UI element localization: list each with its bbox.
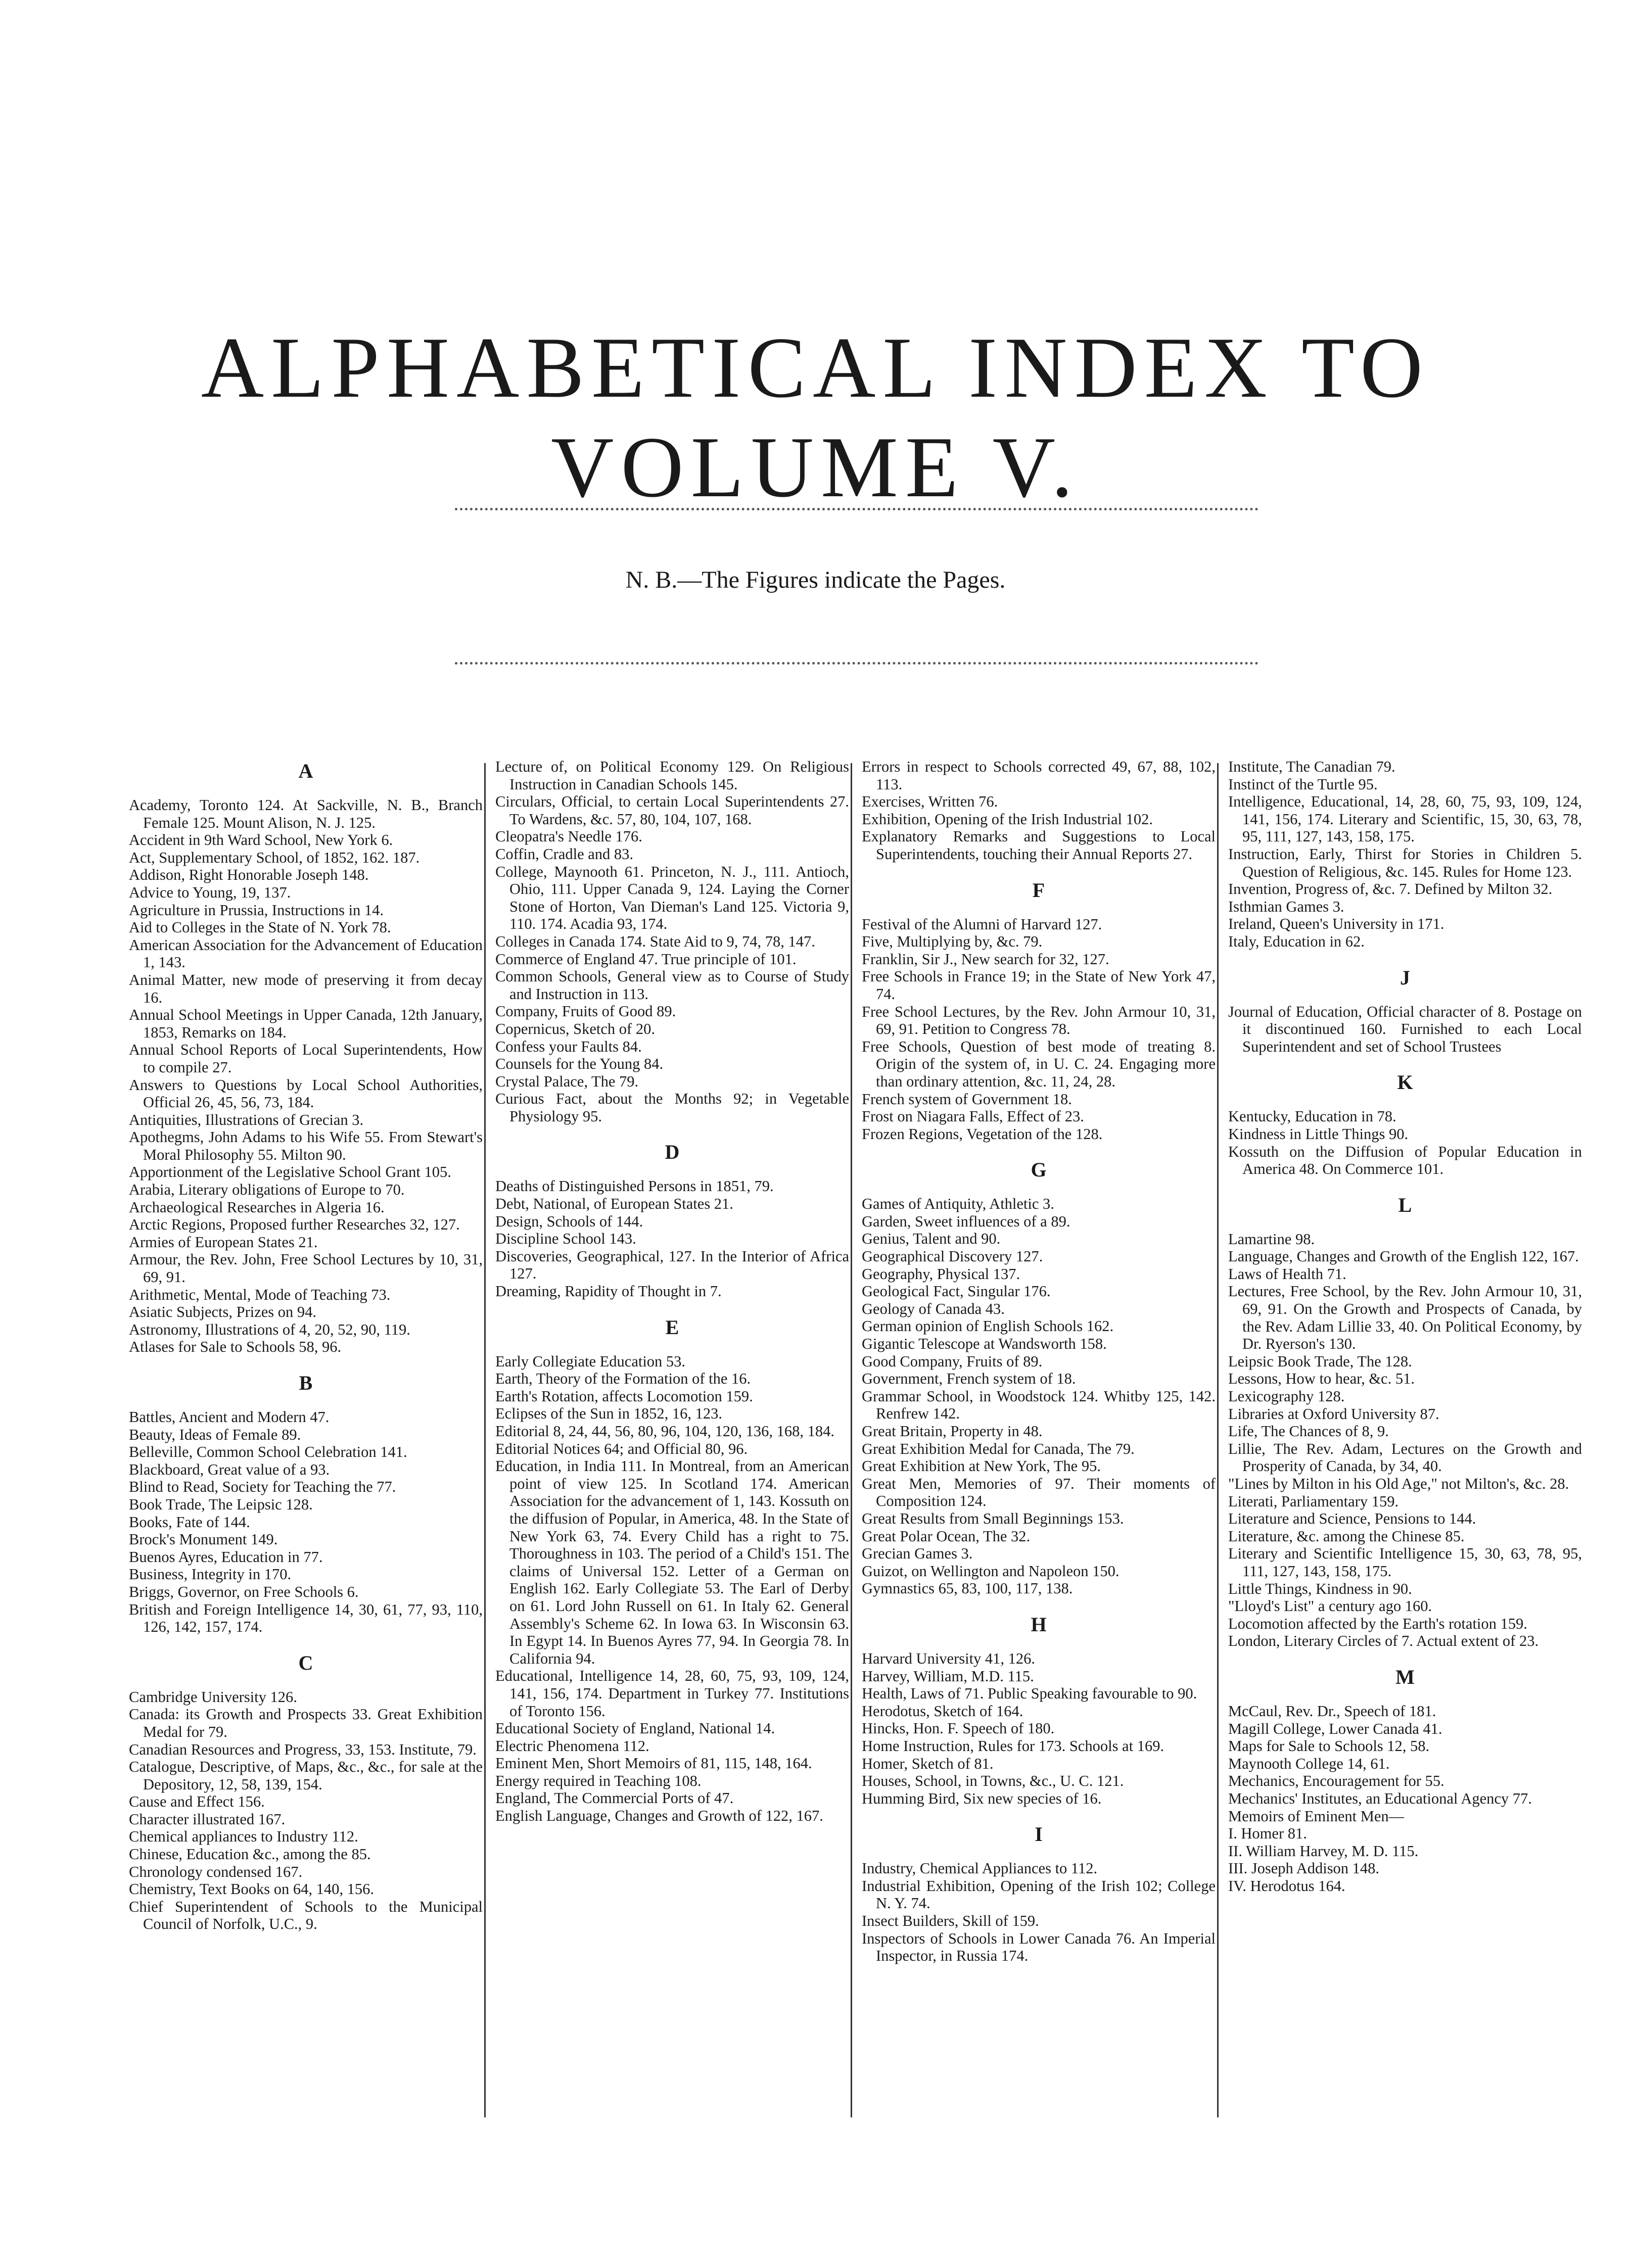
index-entry: Chief Superintendent of Schools to the Municipal Council of Norfolk, U.C., 9.: [129, 1898, 483, 1933]
index-section: [495, 1317, 849, 1825]
index-entry: Geography, Physical 137.: [862, 1265, 1020, 1283]
section-letter-heading: M: [1395, 1665, 1415, 1688]
section-letter-heading: L: [1398, 1193, 1412, 1216]
index-entry: Educational, Intelligence 14, 28, 60, 75, 93, 109, 124, 141, 156, 174. Department in Turkey 77. Institutions of Toronto 156.: [495, 1667, 849, 1720]
index-entry: Books, Fate of 144.: [129, 1513, 250, 1531]
index-entry: Instinct of the Turtle 95.: [1228, 775, 1378, 793]
index-entry: German opinion of English Schools 162.: [862, 1317, 1114, 1335]
index-entry: Literati, Parliamentary 159.: [1228, 1492, 1399, 1510]
index-entry: Colleges in Canada 174. State Aid to 9, 74, 78, 147.: [495, 932, 815, 950]
index-entry: Debt, National, of European States 21.: [495, 1195, 733, 1213]
index-entry: Houses, School, in Towns, &c., U. C. 121.: [862, 1772, 1124, 1790]
index-entry: Agriculture in Prussia, Instructions in 14.: [129, 901, 384, 919]
index-entry: Archaeological Researches in Algeria 16.: [129, 1198, 385, 1216]
index-entry: Copernicus, Sketch of 20.: [495, 1020, 655, 1037]
index-entry: England, The Commercial Ports of 47.: [495, 1789, 734, 1807]
index-entry: Health, Laws of 71. Public Speaking favourable to 90.: [862, 1685, 1197, 1703]
index-entry: Government, French system of 18.: [862, 1370, 1076, 1388]
index-section: [862, 758, 1216, 863]
index-entry: Garden, Sweet influences of a 89.: [862, 1212, 1070, 1230]
index-entry: Early Collegiate Education 53.: [495, 1352, 686, 1370]
index-entry: Chemistry, Text Books on 64, 140, 156.: [129, 1880, 375, 1898]
index-entry: Buenos Ayres, Education in 77.: [129, 1548, 323, 1566]
index-entry: Free Schools, Question of best mode of treating 8. Origin of the system of, in U. C. 24. Engaging more than ordinary attention, &c. 11, 24, 28.: [862, 1037, 1216, 1090]
index-entry: Arctic Regions, Proposed further Researches 32, 127.: [129, 1216, 460, 1234]
index-entry: Literature and Science, Pensions to 144.: [1228, 1510, 1476, 1528]
index-entry: Educational Society of England, National 14.: [495, 1720, 775, 1737]
decorative-rule-top: [455, 508, 1259, 510]
index-section: [129, 1373, 483, 1636]
index-entry: Great Polar Ocean, The 32.: [862, 1527, 1031, 1545]
index-entry: Libraries at Oxford University 87.: [1228, 1405, 1439, 1423]
index-entry: Brock's Monument 149.: [129, 1531, 278, 1548]
index-entry: Asiatic Subjects, Prizes on 94.: [129, 1303, 317, 1321]
index-entry: Invention, Progress of, &c. 7. Defined by Milton 32.: [1228, 880, 1553, 898]
column-divider: [851, 763, 852, 2117]
index-entry: Good Company, Fruits of 89.: [862, 1352, 1043, 1370]
index-entry: Locomotion affected by the Earth's rotation 159.: [1228, 1615, 1527, 1632]
index-entry: Lamartine 98.: [1228, 1230, 1315, 1248]
index-entry: Exhibition, Opening of the Irish Industrial 102.: [862, 810, 1153, 828]
index-entry: Hincks, Hon. F. Speech of 180.: [862, 1720, 1055, 1737]
index-entry: Crystal Palace, The 79.: [495, 1072, 639, 1090]
section-letter-heading: G: [1031, 1158, 1047, 1182]
index-entry: Annual School Meetings in Upper Canada, 12th January, 1853, Remarks on 184.: [129, 1006, 483, 1041]
index-section: [1228, 1195, 1582, 1650]
index-entry: Eminent Men, Short Memoirs of 81, 115, 148, 164.: [495, 1755, 812, 1772]
index-section: [1228, 1667, 1582, 1895]
index-entry: Blackboard, Great value of a 93.: [129, 1460, 330, 1478]
index-entry: Discoveries, Geographical, 127. In the Interior of Africa 127.: [495, 1247, 849, 1283]
index-entry: Institute, The Canadian 79.: [1228, 758, 1395, 775]
index-entry: London, Literary Circles of 7. Actual extent of 23.: [1228, 1632, 1539, 1650]
index-entry: Character illustrated 167.: [129, 1810, 286, 1828]
index-entry: Cleopatra's Needle 176.: [495, 828, 642, 845]
index-entry: Geographical Discovery 127.: [862, 1248, 1043, 1265]
index-entry: Apportionment of the Legislative School Grant 105.: [129, 1163, 451, 1181]
index-entry: Frozen Regions, Vegetation of the 128.: [862, 1125, 1103, 1143]
index-column-2: [495, 758, 849, 1825]
index-entry: Book Trade, The Leipsic 128.: [129, 1495, 313, 1513]
index-entry: IV. Herodotus 164.: [1228, 1877, 1345, 1895]
index-entry: Lecture of, on Political Economy 129. On Religious Instruction in Canadian Schools 145.: [495, 758, 849, 793]
index-entry: College, Maynooth 61. Princeton, N. J., 111. Antioch, Ohio, 111. Upper Canada 9, 124. Laying the Corner Stone of Horton, Van Dieman's Land 125. Victoria 9, 110. 174. Acadia 93, 174.: [495, 863, 849, 933]
index-entry: Eclipses of the Sun in 1852, 16, 123.: [495, 1405, 722, 1423]
index-entry: Inspectors of Schools in Lower Canada 76. An Imperial Inspector, in Russia 174.: [862, 1929, 1216, 1965]
index-entry: French system of Government 18.: [862, 1090, 1072, 1108]
index-entry: Business, Integrity in 170.: [129, 1566, 292, 1583]
index-entry: Answers to Questions by Local School Authorities, Official 26, 45, 56, 73, 184.: [129, 1076, 483, 1111]
index-entry: Canada: its Growth and Prospects 33. Great Exhibition Medal for 79.: [129, 1706, 483, 1740]
index-entry: Academy, Toronto 124. At Sackville, N. B., Branch Female 125. Mount Alison, N. J. 125.: [129, 796, 483, 831]
index-entry: Great Men, Memories of 97. Their moments of Composition 124.: [862, 1475, 1216, 1510]
index-entry: Geological Fact, Singular 176.: [862, 1283, 1051, 1300]
index-entry: Homer, Sketch of 81.: [862, 1755, 994, 1772]
index-entry: Little Things, Kindness in 90.: [1228, 1580, 1412, 1597]
index-entry: Great Britain, Property in 48.: [862, 1423, 1043, 1440]
index-section: [495, 1142, 849, 1300]
index-entry: Atlases for Sale to Schools 58, 96.: [129, 1338, 342, 1356]
index-note: N. B.—The Figures indicate the Pages.: [625, 566, 1006, 593]
column-divider: [1217, 763, 1219, 2117]
index-entry: Advice to Young, 19, 137.: [129, 883, 291, 901]
index-entry: Discipline School 143.: [495, 1230, 636, 1248]
index-entry: Errors in respect to Schools corrected 49, 67, 88, 102, 113.: [862, 758, 1216, 793]
index-entry: Arabia, Literary obligations of Europe to 70.: [129, 1181, 405, 1199]
index-entry: Insect Builders, Skill of 159.: [862, 1912, 1039, 1930]
index-entry: Arithmetic, Mental, Mode of Teaching 73.: [129, 1286, 391, 1303]
index-entry: Great Results from Small Beginnings 153.: [862, 1509, 1124, 1527]
index-entry: Cambridge University 126.: [129, 1688, 297, 1706]
index-column-4: [1228, 758, 1582, 1895]
index-entry: Journal of Education, Official character of 8. Postage on it discontinued 160. Furnished to each Local Superintendent and set of School Trustees: [1228, 1003, 1582, 1055]
index-entry: British and Foreign Intelligence 14, 30, 61, 77, 93, 110, 126, 142, 157, 174.: [129, 1600, 483, 1636]
index-entry: Lectures, Free School, by the Rev. John Armour 10, 31, 69, 91. On the Growth and Prospects of Canada, by the Rev. Adam Lillie 33, 40. On Political Economy, by Dr. Ryerson's 130.: [1228, 1283, 1582, 1353]
index-entry: Earth, Theory of the Formation of the 16.: [495, 1370, 751, 1388]
index-entry: Grecian Games 3.: [862, 1545, 973, 1563]
index-column-1: [129, 758, 483, 1933]
index-section: [1228, 1072, 1582, 1177]
index-entry: Italy, Education in 62.: [1228, 932, 1365, 950]
index-entry: Genius, Talent and 90.: [862, 1230, 1001, 1248]
index-entry: Energy required in Teaching 108.: [495, 1772, 702, 1789]
index-entry: Industry, Chemical Appliances to 112.: [862, 1860, 1098, 1877]
index-entry: Blind to Read, Society for Teaching the 77.: [129, 1478, 396, 1496]
index-section: [495, 758, 849, 1125]
index-section: [862, 1160, 1216, 1597]
index-entry: Editorial Notices 64; and Official 80, 96.: [495, 1440, 748, 1457]
index-entry: Grammar School, in Woodstock 124. Whitby 125, 142. Renfrew 142.: [862, 1387, 1216, 1423]
index-entry: Great Exhibition at New York, The 95.: [862, 1457, 1101, 1475]
index-entry: Company, Fruits of Good 89.: [495, 1003, 676, 1020]
index-entry: III. Joseph Addison 148.: [1228, 1860, 1380, 1877]
index-entry: Beauty, Ideas of Female 89.: [129, 1426, 301, 1443]
index-entry: Geology of Canada 43.: [862, 1300, 1005, 1317]
page-title: ALPHABETICAL INDEX TO VOLUME V.: [201, 320, 1430, 515]
index-entry: Games of Antiquity, Athletic 3.: [862, 1195, 1054, 1213]
index-entry: Dreaming, Rapidity of Thought in 7.: [495, 1283, 722, 1300]
index-entry: Coffin, Cradle and 83.: [495, 845, 634, 863]
index-entry: Cause and Effect 156.: [129, 1793, 265, 1811]
index-entry: Aid to Colleges in the State of N. York 78.: [129, 919, 391, 936]
index-entry: Electric Phenomena 112.: [495, 1737, 649, 1755]
index-entry: Life, The Chances of 8, 9.: [1228, 1423, 1389, 1440]
section-letter-heading: F: [1032, 878, 1045, 902]
section-letter-heading: B: [299, 1372, 313, 1394]
index-entry: Armour, the Rev. John, Free School Lectures by 10, 31, 69, 91.: [129, 1251, 483, 1286]
index-entry: Ireland, Queen's University in 171.: [1228, 915, 1444, 933]
index-entry: Gymnastics 65, 83, 100, 117, 138.: [862, 1580, 1073, 1597]
index-section: [129, 1653, 483, 1933]
index-entry: Five, Multiplying by, &c. 79.: [862, 933, 1043, 951]
index-entry: Common Schools, General view as to Course of Study and Instruction in 113.: [495, 968, 849, 1003]
index-entry: Intelligence, Educational, 14, 28, 60, 75, 93, 109, 124, 141, 156, 174. Literary and Scientific, 15, 30, 63, 78, 95, 111, 127, 143, 158, 175.: [1228, 793, 1582, 845]
decorative-rule-bottom: [455, 662, 1259, 665]
index-entry: Apothegms, John Adams to his Wife 55. From Stewart's Moral Philosophy 55. Milton 90.: [129, 1128, 483, 1163]
index-entry: II. William Harvey, M. D. 115.: [1228, 1842, 1419, 1860]
index-entry: Belleville, Common School Celebration 141.: [129, 1443, 407, 1461]
index-entry: Maynooth College 14, 61.: [1228, 1755, 1390, 1772]
index-entry: Harvey, William, M.D. 115.: [862, 1667, 1034, 1685]
index-column-3: [862, 758, 1216, 1965]
index-entry: Annual School Reports of Local Superintendents, How to compile 27.: [129, 1041, 483, 1076]
section-letter-heading: C: [298, 1651, 313, 1674]
section-letter-heading: A: [298, 760, 313, 782]
index-entry: Free School Lectures, by the Rev. John Armour 10, 31, 69, 91. Petition to Congress 78.: [862, 1003, 1216, 1038]
index-entry: American Association for the Advancement of Education 1, 143.: [129, 936, 483, 971]
index-entry: Briggs, Governor, on Free Schools 6.: [129, 1583, 359, 1600]
index-entry: Chinese, Education &c., among the 85.: [129, 1846, 371, 1863]
section-letter-heading: J: [1400, 966, 1410, 989]
index-entry: Maps for Sale to Schools 12, 58.: [1228, 1737, 1430, 1755]
index-entry: Counsels for the Young 84.: [495, 1055, 664, 1073]
section-letter-heading: H: [1031, 1613, 1047, 1636]
index-entry: Laws of Health 71.: [1228, 1265, 1346, 1283]
index-entry: Confess your Faults 84.: [495, 1037, 642, 1055]
index-entry: McCaul, Rev. Dr., Speech of 181.: [1228, 1702, 1436, 1720]
index-section: [1228, 758, 1582, 951]
index-entry: Home Instruction, Rules for 173. Schools at 169.: [862, 1737, 1164, 1755]
index-entry: Deaths of Distinguished Persons in 1851, 79.: [495, 1177, 774, 1195]
index-entry: Instruction, Early, Thirst for Stories in Children 5. Question of Religious, &c. 145. Rules for Home 123.: [1228, 845, 1582, 880]
index-entry: English Language, Changes and Growth of 122, 167.: [495, 1807, 823, 1825]
column-divider: [484, 763, 486, 2117]
index-section: [862, 1615, 1216, 1807]
index-entry: Harvard University 41, 126.: [862, 1649, 1036, 1667]
index-entry: Astronomy, Illustrations of 4, 20, 52, 90, 119.: [129, 1320, 410, 1338]
index-section: [862, 1824, 1216, 1965]
index-entry: Kentucky, Education in 78.: [1228, 1108, 1396, 1125]
index-entry: Antiquities, Illustrations of Grecian 3.: [129, 1111, 364, 1128]
index-entry: Gigantic Telescope at Wandsworth 158.: [862, 1335, 1107, 1353]
index-entry: Exercises, Written 76.: [862, 793, 998, 811]
index-entry: Lexicography 128.: [1228, 1388, 1345, 1405]
index-entry: Act, Supplementary School, of 1852, 162. 187.: [129, 848, 420, 866]
index-entry: Isthmian Games 3.: [1228, 897, 1344, 915]
index-entry: Accident in 9th Ward School, New York 6.: [129, 831, 393, 849]
index-entry: Design, Schools of 144.: [495, 1212, 643, 1230]
section-letter-heading: D: [665, 1141, 680, 1164]
index-entry: Magill College, Lower Canada 41.: [1228, 1720, 1442, 1737]
index-entry: Great Exhibition Medal for Canada, The 79.: [862, 1440, 1135, 1457]
index-entry: Lessons, How to hear, &c. 51.: [1228, 1370, 1415, 1388]
section-letter-heading: K: [1397, 1071, 1413, 1094]
index-entry: Guizot, on Wellington and Napoleon 150.: [862, 1562, 1120, 1580]
index-entry: Kossuth on the Diffusion of Popular Education in America 48. On Commerce 101.: [1228, 1143, 1582, 1178]
index-entry: Armies of European States 21.: [129, 1233, 318, 1251]
index-entry: Literary and Scientific Intelligence 15, 30, 63, 78, 95, 111, 127, 143, 158, 175.: [1228, 1545, 1582, 1580]
index-entry: "Lines by Milton in his Old Age," not Milton's, &c. 28.: [1228, 1475, 1569, 1492]
index-entry: Free Schools in France 19; in the State of New York 47, 74.: [862, 968, 1216, 1003]
index-entry: Editorial 8, 24, 44, 56, 80, 96, 104, 120, 136, 168, 184.: [495, 1423, 834, 1440]
index-entry: Commerce of England 47. True principle of 101.: [495, 950, 797, 968]
index-entry: Humming Bird, Six new species of 16.: [862, 1789, 1102, 1807]
index-entry: "Lloyd's List" a century ago 160.: [1228, 1597, 1432, 1615]
index-entry: Chronology condensed 167.: [129, 1863, 303, 1880]
index-entry: Lillie, The Rev. Adam, Lectures on the Growth and Prosperity of Canada, by 34, 40.: [1228, 1440, 1582, 1475]
index-entry: Mechanics, Encouragement for 55.: [1228, 1772, 1444, 1790]
index-entry: Frost on Niagara Falls, Effect of 23.: [862, 1108, 1084, 1125]
index-entry: Curious Fact, about the Months 92; in Vegetable Physiology 95.: [495, 1090, 849, 1125]
index-entry: Herodotus, Sketch of 164.: [862, 1702, 1023, 1720]
index-entry: Education, in India 111. In Montreal, from an American point of view 125. In Scotland 174. American Association for the advancement of 1, 143. Kossuth on the diffusion of Popular, in America, 48. In the State of New York 63, 74. Every Child has a right to 75. Thoroughness in 103. The period of a Child's 151. The claims of Universal 152. Letter of a German on English 162. Early Collegiate 53. The Earl of Derby on 61. Lord John Russell on 61. In Italy 62. General Assembly's Scheme 62. In Iowa 63. In Wisconsin 63. In Egypt 14. In Buenos Ayres 77, 94. In Georgia 78. In California 94.: [495, 1457, 849, 1667]
index-entry: Earth's Rotation, affects Locomotion 159.: [495, 1387, 753, 1405]
index-entry: Mechanics' Institutes, an Educational Agency 77.: [1228, 1789, 1532, 1807]
index-entry: Festival of the Alumni of Harvard 127.: [862, 915, 1102, 933]
index-section: [1228, 968, 1582, 1056]
index-entry: Literature, &c. among the Chinese 85.: [1228, 1527, 1465, 1545]
index-entry: Leipsic Book Trade, The 128.: [1228, 1352, 1412, 1370]
index-entry: Battles, Ancient and Modern 47.: [129, 1408, 330, 1426]
index-entry: I. Homer 81.: [1228, 1825, 1307, 1842]
section-letter-heading: I: [1035, 1823, 1043, 1846]
index-entry: Memoirs of Eminent Men—: [1228, 1807, 1405, 1825]
section-letter-heading: E: [665, 1315, 679, 1339]
index-entry: Animal Matter, new mode of preserving it from decay 16.: [129, 971, 483, 1006]
index-entry: Chemical appliances to Industry 112.: [129, 1828, 358, 1846]
index-entry: Explanatory Remarks and Suggestions to Local Superintendents, touching their Annual Reports 27.: [862, 828, 1216, 863]
index-entry: Industrial Exhibition, Opening of the Irish 102; College N. Y. 74.: [862, 1877, 1216, 1912]
index-section: [129, 761, 483, 1356]
index-section: [862, 880, 1216, 1143]
index-entry: Franklin, Sir J., New search for 32, 127.: [862, 950, 1109, 968]
index-entry: Language, Changes and Growth of the English 122, 167.: [1228, 1248, 1579, 1265]
index-entry: Circulars, Official, to certain Local Superintendents 27. To Wardens, &c. 57, 80, 104, 107, 168.: [495, 793, 849, 828]
index-entry: Catalogue, Descriptive, of Maps, &c., &c., for sale at the Depository, 12, 58, 139, 154.: [129, 1758, 483, 1793]
index-entry: Canadian Resources and Progress, 33, 153. Institute, 79.: [129, 1740, 477, 1758]
index-entry: Addison, Right Honorable Joseph 148.: [129, 866, 369, 884]
index-entry: Kindness in Little Things 90.: [1228, 1125, 1409, 1143]
